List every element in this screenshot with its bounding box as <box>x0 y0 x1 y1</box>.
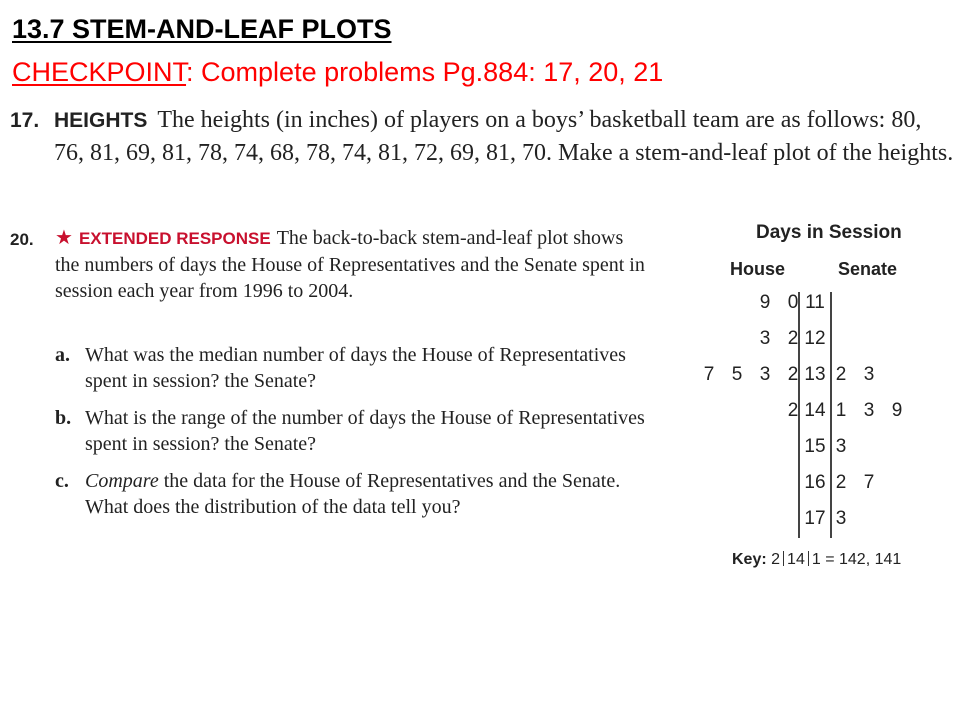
senate-leaf: 7 <box>863 472 875 493</box>
checkpoint-text: : Complete problems Pg.884: 17, 20, 21 <box>186 57 664 87</box>
senate-leaf: 3 <box>835 436 847 457</box>
stem: 13 <box>804 364 826 385</box>
problem-20-text: The back-to-back stem-and-leaf plot shows the numbers of days the House of Representatives and the Senate spent in session each year from 1996 to 2004. <box>55 227 645 302</box>
senate-leaf: 3 <box>863 364 875 385</box>
house-leaf: 2 <box>787 364 799 385</box>
part-label: a. <box>55 344 70 366</box>
key-divider <box>783 551 784 566</box>
stem: 12 <box>804 328 826 349</box>
plot-row-4 <box>660 436 955 472</box>
plot-row-3 <box>660 400 955 436</box>
house-leaf: 9 <box>759 292 771 313</box>
problem-20-part-a <box>55 342 655 394</box>
plot-key <box>732 551 901 569</box>
plot-row-5 <box>660 472 955 508</box>
stem-and-leaf-plot <box>660 218 955 578</box>
problem-17-heading: HEIGHTS <box>54 109 148 132</box>
house-leaf: 3 <box>759 364 771 385</box>
stem: 11 <box>805 292 825 313</box>
stem: 15 <box>804 436 826 457</box>
stem: 14 <box>804 400 826 421</box>
plot-row-6 <box>660 508 955 544</box>
problem-20-part-c <box>55 468 655 520</box>
house-leaf: 2 <box>787 400 799 421</box>
house-leaf: 5 <box>731 364 743 385</box>
part-text: What was the median number of days the House of Representatives spent in session? the Senate? <box>85 344 626 392</box>
house-leaf: 3 <box>759 328 771 349</box>
part-text-rest: the data for the House of Representatives and the Senate. What does the distribution of the data tell you? <box>85 470 621 518</box>
part-text <box>55 468 655 520</box>
key-left-leaf: 2 <box>771 551 781 568</box>
key-label: Key: <box>732 551 767 568</box>
checkpoint-label: CHECKPOINT <box>12 57 187 87</box>
stem: 17 <box>804 508 826 529</box>
problem-20-part-b <box>55 405 655 457</box>
part-label: b. <box>55 407 72 429</box>
key-meaning: = 142, 141 <box>825 551 902 568</box>
senate-leaf: 2 <box>835 472 847 493</box>
plot-row-1 <box>660 328 955 364</box>
plot-title: Days in Session <box>756 222 902 243</box>
part-emphasis: Compare <box>85 470 159 492</box>
problem-17 <box>54 104 954 169</box>
problem-20 <box>55 225 645 304</box>
senate-leaf: 1 <box>835 400 847 421</box>
problem-20-heading: EXTENDED RESPONSE <box>78 229 271 248</box>
key-divider <box>808 551 809 566</box>
problem-17-number: 17. <box>10 109 40 132</box>
plot-row-0 <box>660 292 955 328</box>
house-leaf: 0 <box>787 292 799 313</box>
house-leaf: 2 <box>787 328 799 349</box>
problem-20-number: 20. <box>10 230 34 249</box>
problem-17-text: The heights (in inches) of players on a boys’ basketball team are as follows: 80, 76, 81, 69, 81, 78, 74, 68, 78, 74, 81, 72, 69, 81, 70. Make a stem-and-leaf plot of the heights. <box>54 107 954 166</box>
senate-leaf: 3 <box>835 508 847 529</box>
senate-header: Senate <box>838 259 898 279</box>
house-leaf: 7 <box>703 364 715 385</box>
checkpoint-line <box>12 57 663 88</box>
senate-leaf: 3 <box>863 400 875 421</box>
key-stem: 14 <box>787 551 805 568</box>
part-text: What is the range of the number of days the House of Representatives spent in session? the Senate? <box>85 407 645 455</box>
stem: 16 <box>804 472 826 493</box>
plot-row-2 <box>660 364 955 400</box>
part-label: c. <box>55 470 69 492</box>
page-title: 13.7 STEM-AND-LEAF PLOTS <box>12 14 392 44</box>
star-icon: ★ <box>55 227 73 249</box>
house-header: House <box>730 259 786 279</box>
key-right-leaf: 1 <box>811 551 821 568</box>
senate-leaf: 2 <box>835 364 847 385</box>
senate-leaf: 9 <box>891 400 903 421</box>
